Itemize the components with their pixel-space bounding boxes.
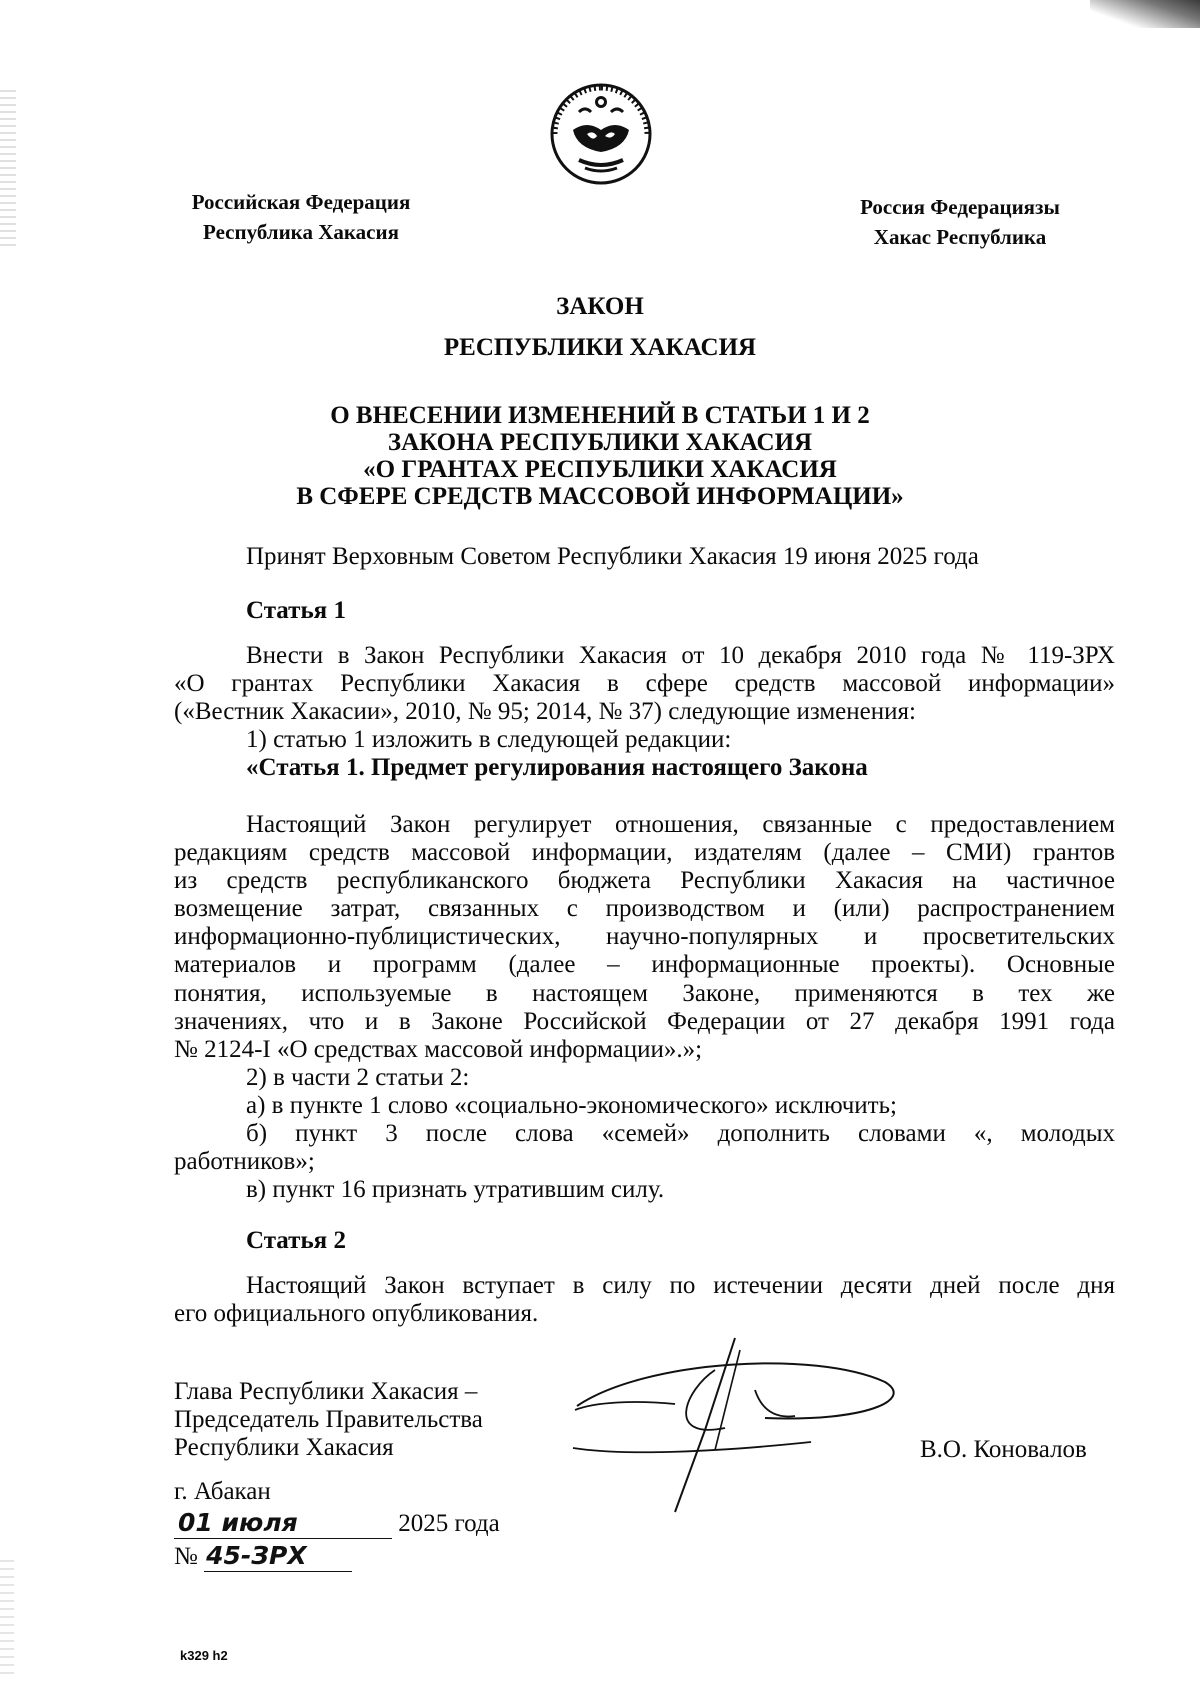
header-left-line: Российская Федерация xyxy=(191,190,411,214)
document-code: k329 h2 xyxy=(180,1648,228,1663)
amendment-subitem: в) пункт 16 признать утратившим силу. xyxy=(246,1176,665,1204)
date-year: 2025 года xyxy=(398,1510,500,1537)
article-2-body xyxy=(174,1272,1115,1328)
law-number xyxy=(174,1541,352,1572)
text-line: («Вестник Хакасии», 2010, № 95; 2014, № 37) следующие изменения: xyxy=(174,698,916,726)
handwritten-signature xyxy=(565,1330,925,1530)
text-line: значениях, что и в Законе Российской Федерации от 27 декабря 1991 года xyxy=(174,1007,1115,1035)
text-line: возмещение затрат, связанных с производством и (или) распространением xyxy=(174,895,1115,923)
new-article-heading: «Статья 1. Предмет регулирования настоящего Закона xyxy=(246,754,868,782)
law-type-line: РЕСПУБЛИКИ ХАКАСИЯ xyxy=(443,334,757,361)
handwritten-number: 45-ЗРХ xyxy=(206,1541,307,1570)
article-1-intro xyxy=(174,642,1115,782)
signatory-position-line: Председатель Правительства xyxy=(174,1406,483,1433)
amendment-item: 2) в части 2 статьи 2: xyxy=(246,1063,470,1091)
text-line: Настоящий Закон вступает в силу по истечении десяти дней после дня xyxy=(246,1272,1115,1299)
adoption-statement: Принят Верховным Советом Республики Хакасия 19 июня 2025 года xyxy=(246,543,979,570)
header-right-line: Хакас Республика xyxy=(873,225,1047,249)
text-line: его официального опубликования. xyxy=(174,1300,539,1328)
text-line: материалов и программ (далее – информационные проекты). Основные xyxy=(174,951,1115,979)
signatory-position-line: Республики Хакасия xyxy=(174,1434,394,1461)
amendment-subitem: а) в пункте 1 слово «социально-экономического» исключить; xyxy=(246,1091,897,1119)
text-line: информационно-публицистических, научно-популярных и просветительских xyxy=(174,923,1115,951)
scan-artifact-edge xyxy=(0,90,16,250)
signer-name: В.О. Коновалов xyxy=(920,1436,1087,1463)
coat-of-arms-emblem xyxy=(549,82,653,186)
handwritten-date: 01 июля xyxy=(178,1508,298,1537)
text-line: Настоящий Закон регулирует отношения, связанные с предоставлением xyxy=(246,811,1115,838)
header-left-line: Республика Хакасия xyxy=(203,220,399,244)
header-left xyxy=(170,187,432,247)
text-line: работников»; xyxy=(174,1148,315,1176)
signing-place: г. Абакан xyxy=(174,1478,271,1505)
text-line: № 2124-I «О средствах массовой информации».»; xyxy=(174,1035,703,1063)
amendment-subitem: б) пункт 3 после слова «семей» дополнить словами «, молодых xyxy=(246,1120,1115,1148)
new-article-body xyxy=(174,811,1115,1204)
amendment-item: 1) статью 1 изложить в следующей редакции: xyxy=(246,726,732,754)
article-1-heading: Статья 1 xyxy=(246,597,346,624)
text-line: Внести в Закон Республики Хакасия от 10 декабря 2010 года № 119-ЗРХ xyxy=(246,642,1115,669)
text-line: понятия, используемые в настоящем Законе, применяются в тех же xyxy=(174,979,1115,1007)
law-title-line: В СФЕРЕ СРЕДСТВ МАССОВОЙ ИНФОРМАЦИИ» xyxy=(296,483,904,510)
header-right-line: Россия Федерациязы xyxy=(860,195,1060,219)
header-right xyxy=(840,192,1080,252)
text-line: из средств республиканского бюджета Республики Хакасия на частичное xyxy=(174,867,1115,895)
text-line: редакциям средств массовой информации, издателям (далее – СМИ) грантов xyxy=(174,839,1115,867)
text-line: «О грантах Республики Хакасия в сфере средств массовой информации» xyxy=(174,670,1115,698)
number-prefix: № xyxy=(174,1543,198,1570)
article-2-heading: Статья 2 xyxy=(246,1227,346,1254)
scan-artifact-corner xyxy=(1090,0,1200,28)
law-title-line: ЗАКОНА РЕСПУБЛИКИ ХАКАСИЯ xyxy=(387,429,813,456)
scan-artifact-edge xyxy=(0,1560,14,1680)
signatory-position-line: Глава Республики Хакасия – xyxy=(174,1378,478,1405)
law-title-line: О ВНЕСЕНИИ ИЗМЕНЕНИЙ В СТАТЬИ 1 И 2 xyxy=(330,402,870,429)
signing-date xyxy=(174,1508,500,1539)
law-type-line: ЗАКОН xyxy=(556,293,644,320)
law-title-line: «О ГРАНТАХ РЕСПУБЛИКИ ХАКАСИЯ xyxy=(363,456,837,483)
law-title xyxy=(200,402,1000,510)
signatory-position xyxy=(174,1378,483,1462)
